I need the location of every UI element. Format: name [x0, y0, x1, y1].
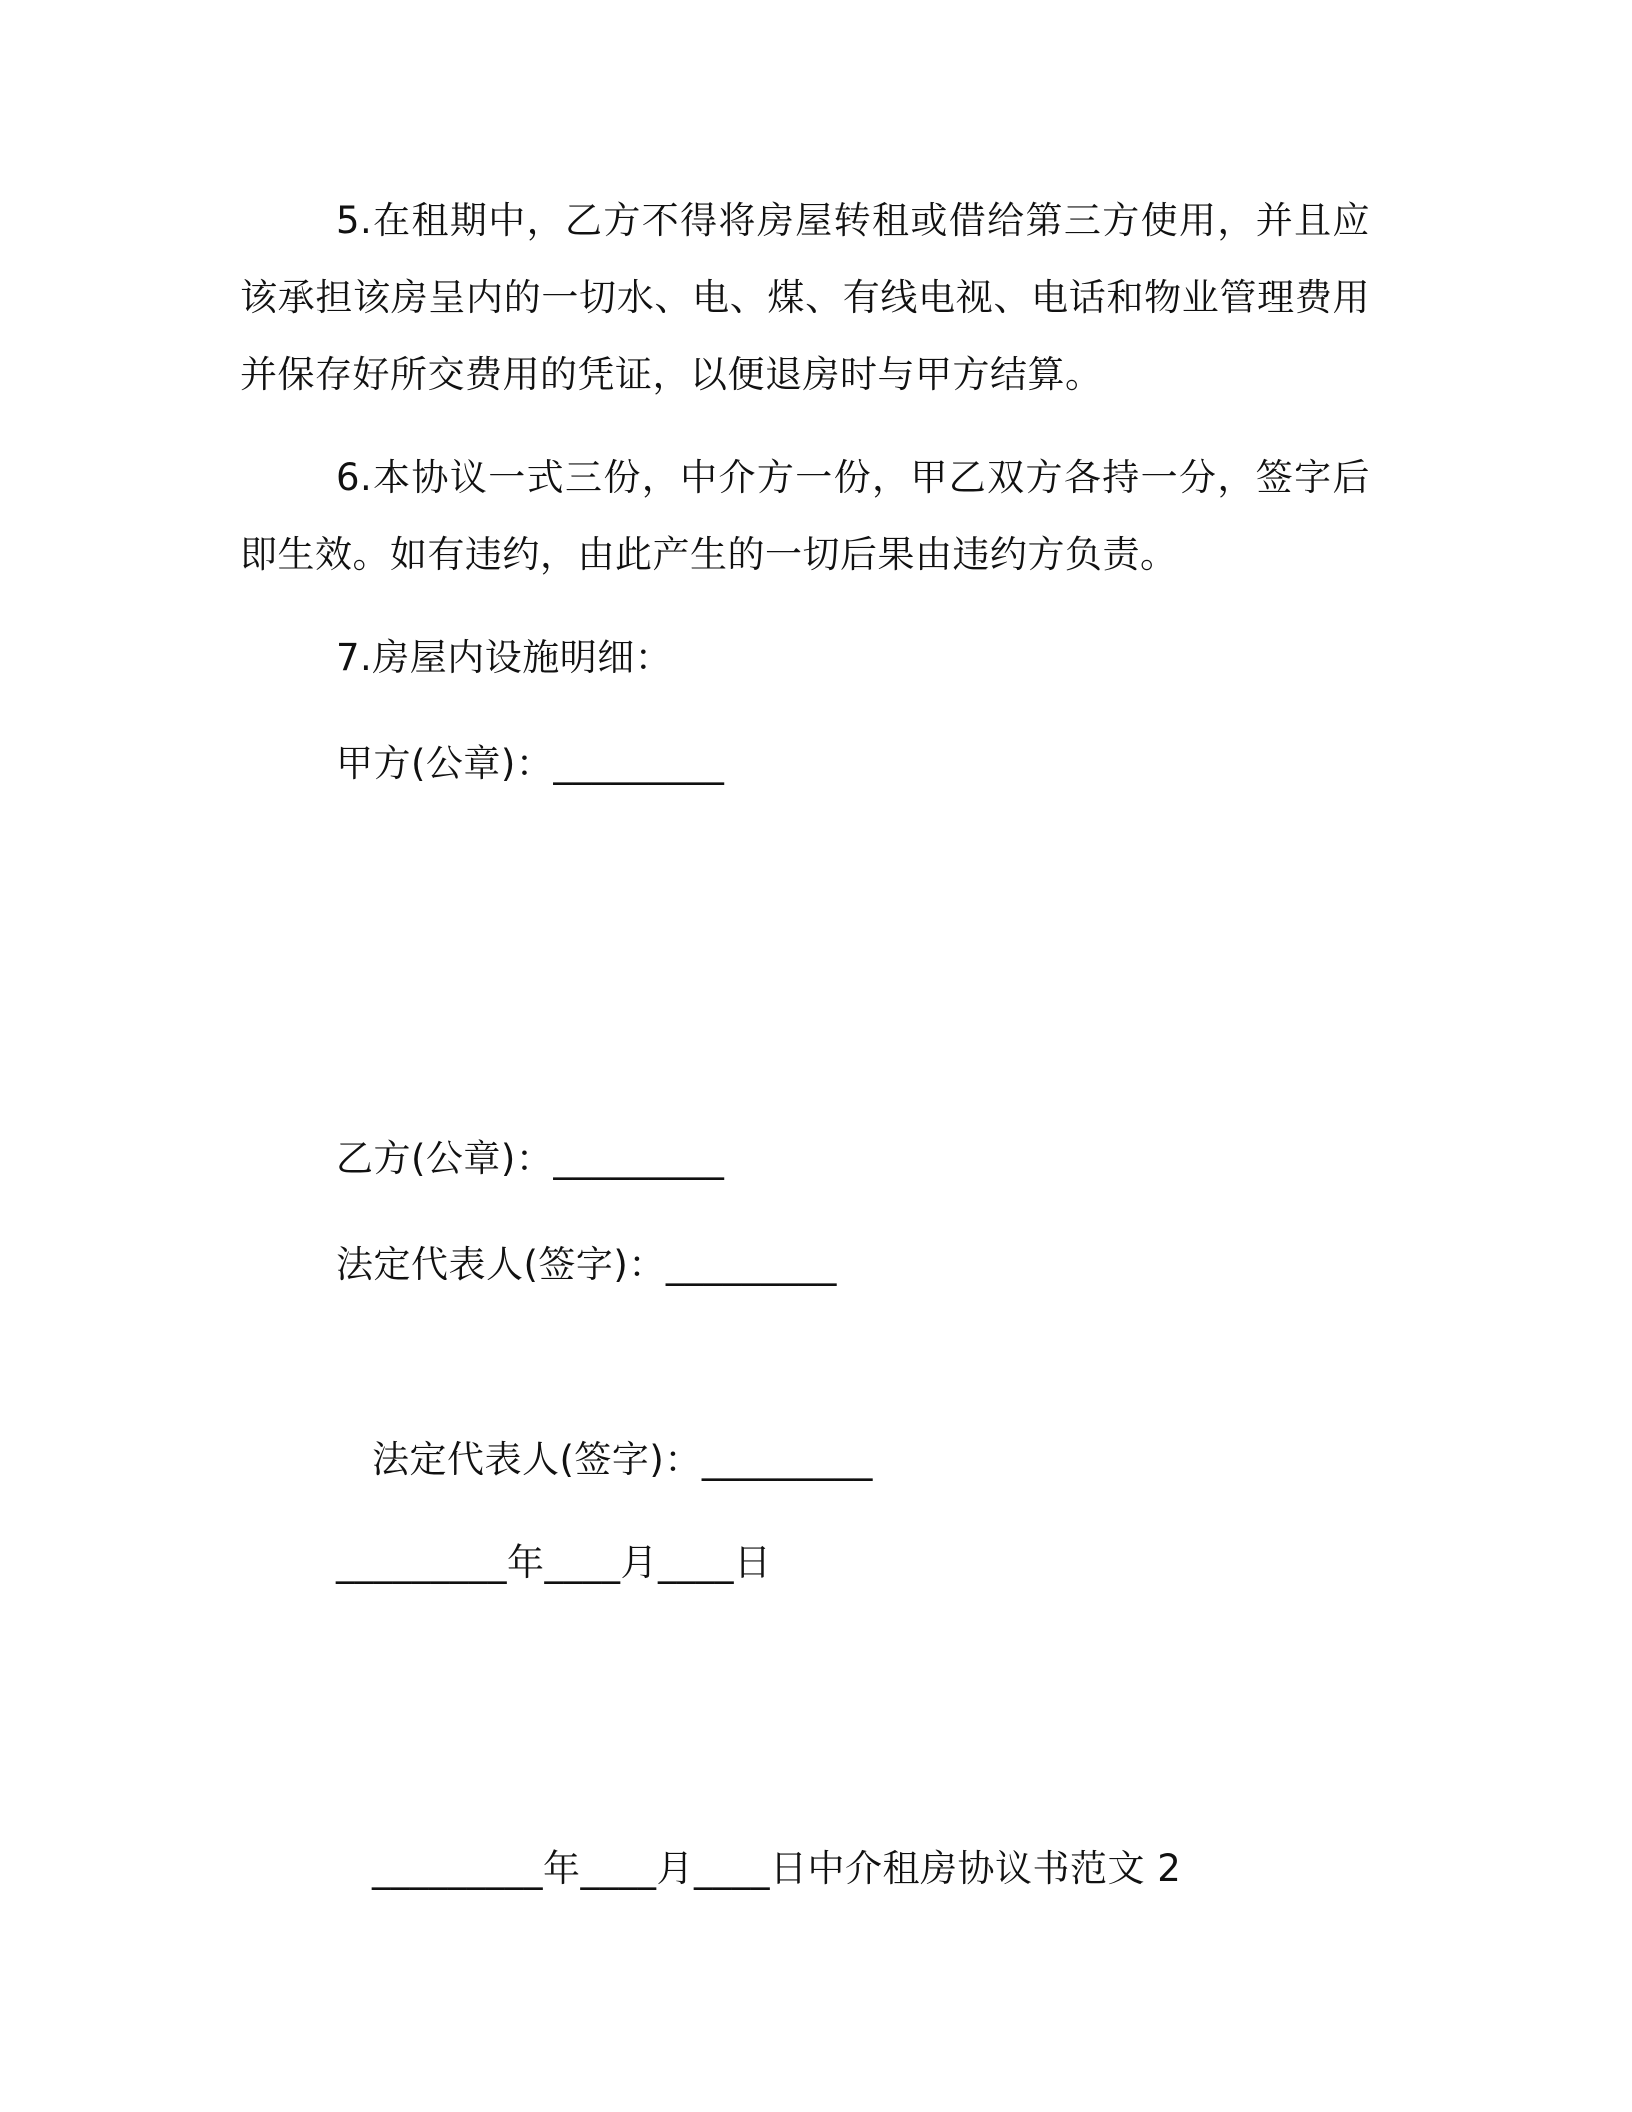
date-line: _________年____月____日	[336, 1541, 772, 1584]
clause-5: 5.在租期中，乙方不得将房屋转租或借给第三方使用，并且应该承担该房呈内的一切水、电、煤、有线电视、电话和物业管理费用并保存好所交费用的凭证，以便退房时与甲方结算。	[240, 199, 1370, 396]
clause-7: 7.房屋内设施明细：	[336, 636, 673, 679]
party-b-seal-line: 乙方(公章)：_________	[336, 1137, 725, 1180]
legal-representative-line-2: 法定代表人(签字)：_________	[372, 1438, 873, 1481]
party-a-seal-line: 甲方(公章)：_________	[336, 742, 725, 785]
legal-representative-line: 法定代表人(签字)：_________	[336, 1243, 837, 1286]
clause-6: 6.本协议一式三份，中介方一份，甲乙双方各持一分，签字后即生效。如有违约，由此产生的一切后果由违约方负责。	[240, 456, 1370, 576]
footer-date-title-line: _________年____月____日中介租房协议书范文 2	[372, 1847, 1182, 1890]
